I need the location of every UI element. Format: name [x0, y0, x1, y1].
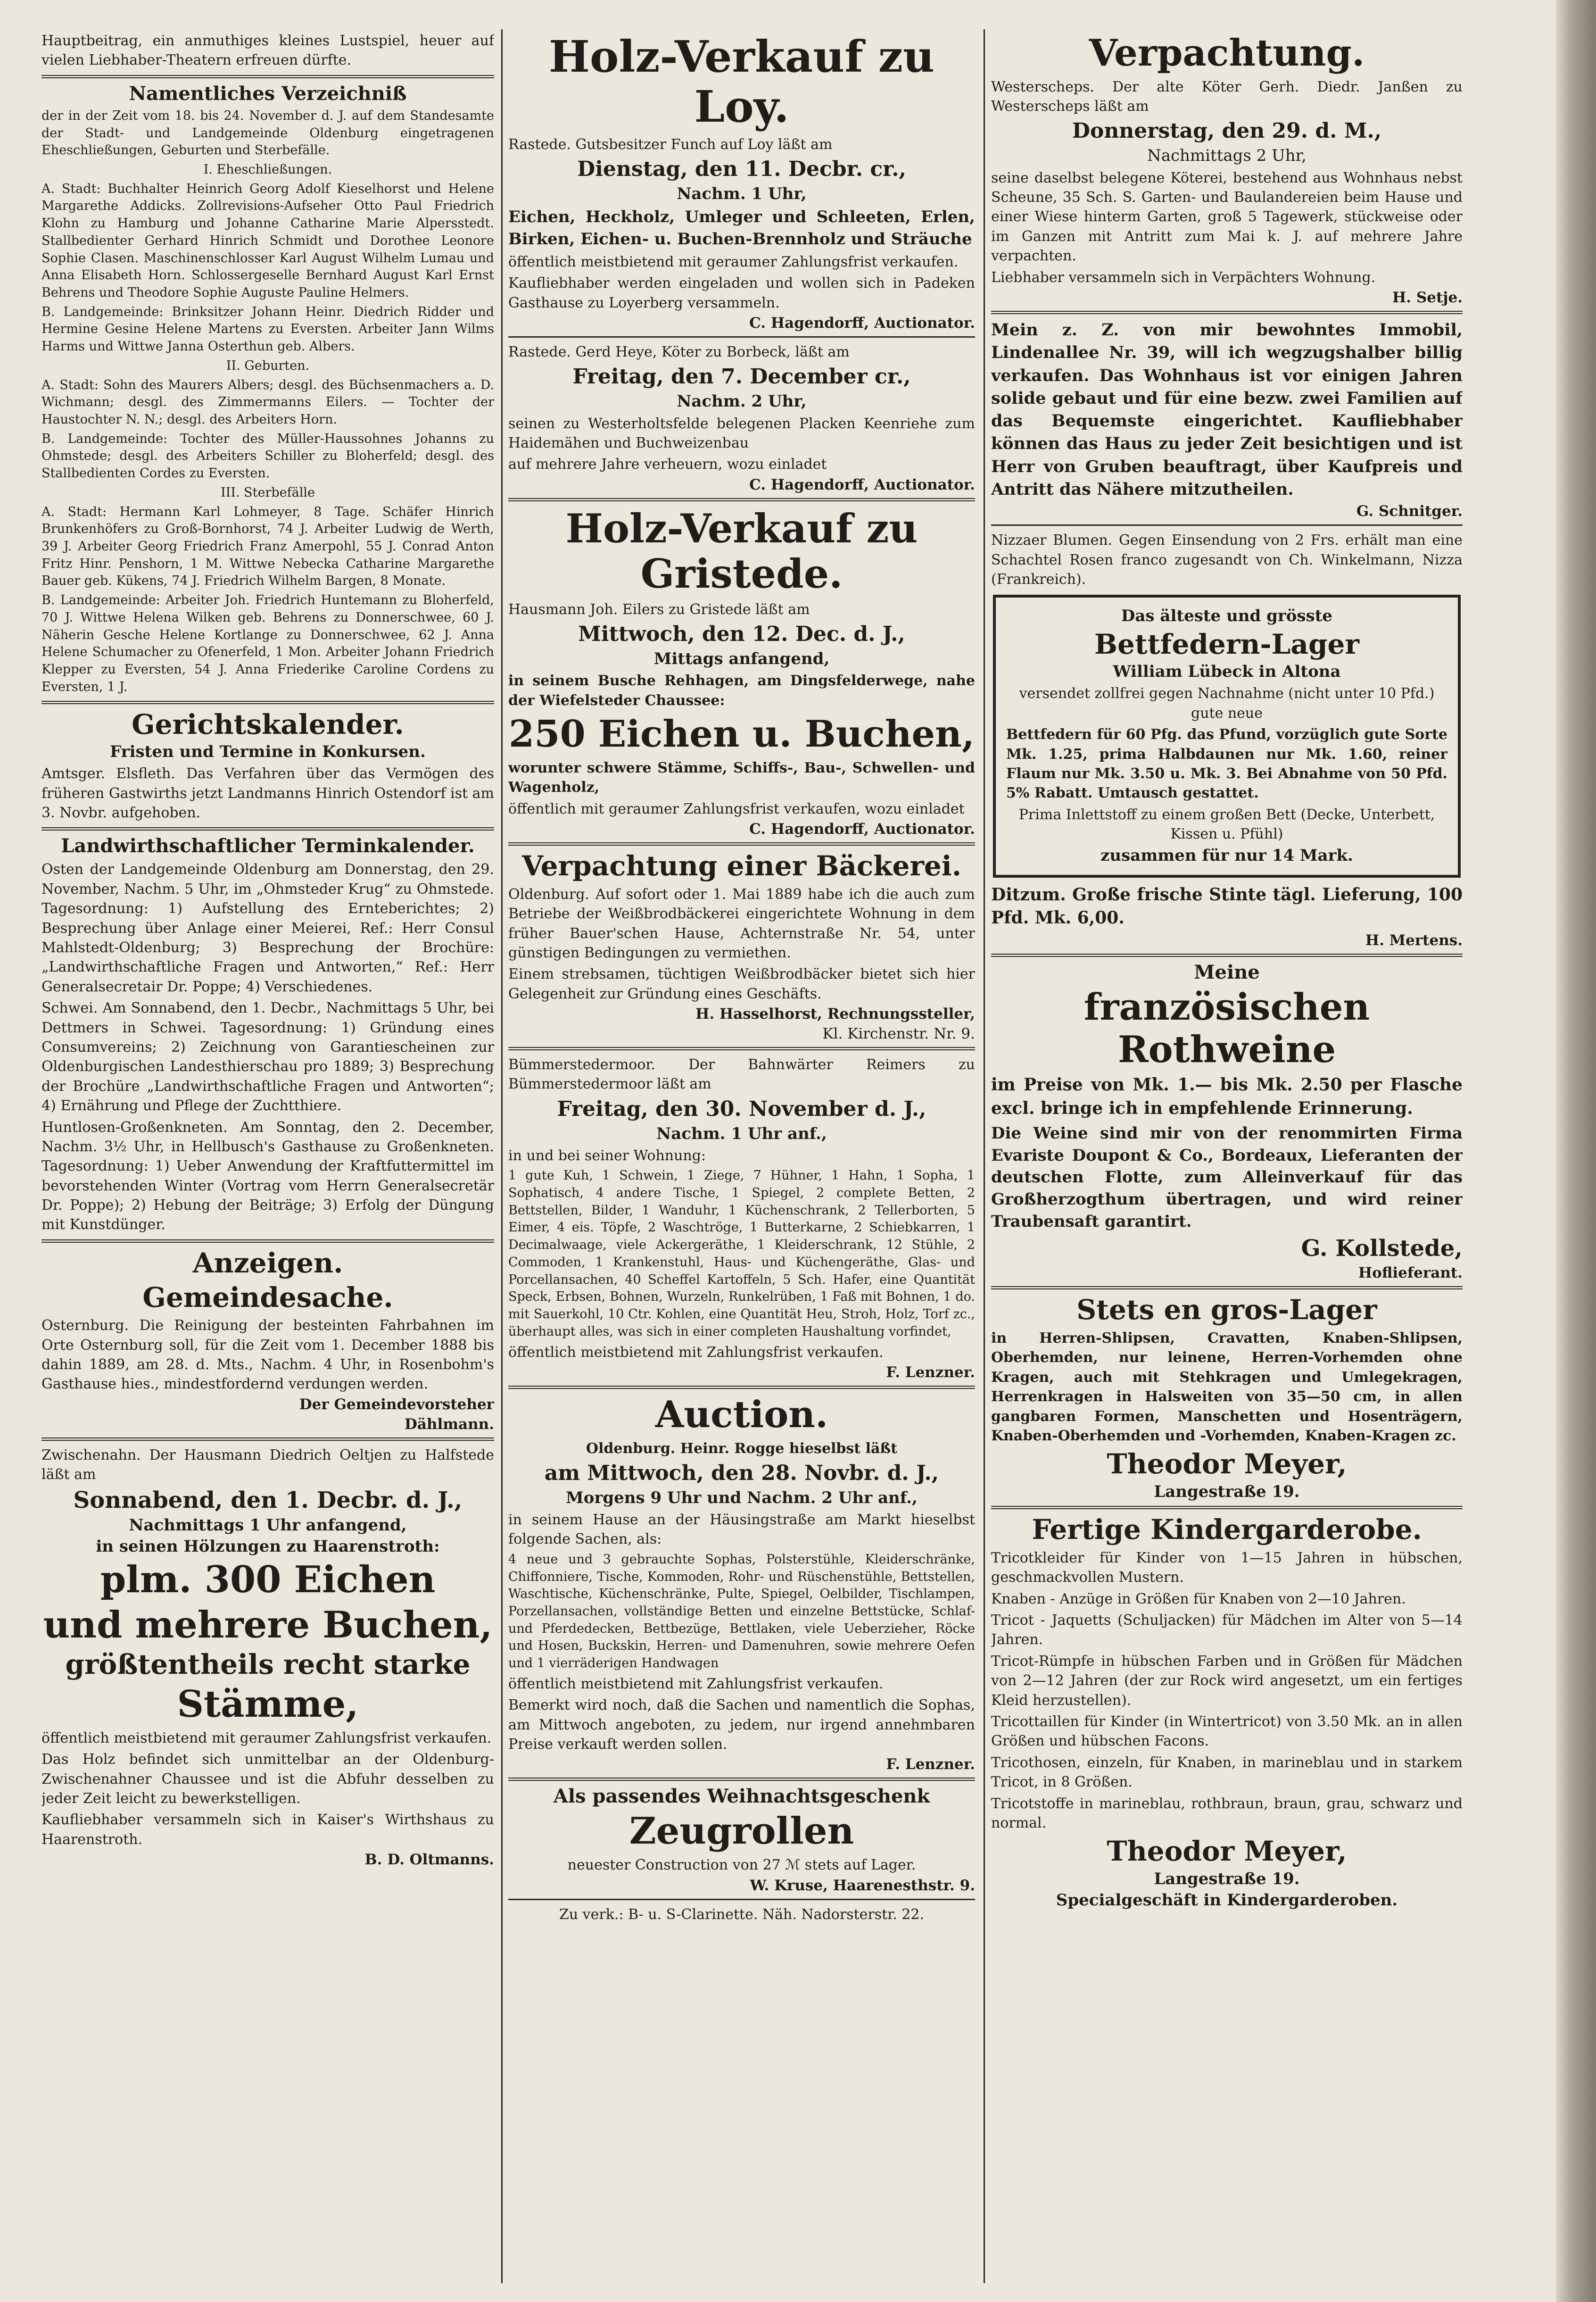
bummerstede-intro: Bümmerstedermoor. Der Bahnwärter Reimers zu Bümmerstedermoor läßt am [508, 1056, 975, 1093]
feather-prices: Bettfedern für 60 Pfg. das Pfund, vorzüglich gute Sorte Mk. 1.25, prima Halbdaunen nur Mk. 1.60, reiner Flaum nur Mk. 3.50 u. Mk. 3. Bei Abnahme von 50 Pfd. 5% Rabatt. Umtausch gestattet. [1006, 726, 1447, 802]
register-intro: der in der Zeit vom 18. bis 24. November d. J. auf dem Standesamte der Stadt- und Landgemeinde Oldenburg eingetragenen Eheschließungen, Geburten und Sterbefälle. [41, 108, 494, 158]
bakery-address: Kl. Kirchenstr. Nr. 9. [822, 1025, 975, 1043]
feather-company: William Lübeck in Altona [1113, 662, 1341, 681]
divider [508, 498, 975, 501]
community-text: Osternburg. Die Reinigung der besteinten Fahrbahnen im Orte Osternburg soll, für die Zeit vom 1. December 1888 bis dahin 1889, am 28. d. Mts., Nachm. 4 Uhr, in Rosenbohm's Gasthause hies., mindestfordernd verdungen werden. [41, 1317, 494, 1393]
gristede-time: Mittags anfangend, [653, 649, 830, 669]
feather-title: Bettfedern-Lager [1094, 628, 1359, 660]
bakery-signature: H. Hasselhorst, Rechnungssteller, [695, 1006, 975, 1023]
feather-ad-box [993, 595, 1461, 877]
property-text: Mein z. Z. von mir bewohntes Immobil, Lindenallee Nr. 39, will ich wegzugshalber billig verkaufen. Das Wohnhaus ist vor einigen Jahren solide gebaut und für eine bezw. zwei Familien auf das Bequemste eingerichtet. Kaufliebhaber können das Haus zu jeder Zeit besichtigen und ist Herr von Gruben beauftragt, über Kaufpreis und Antritt das Nähere mitzutheilen. [991, 320, 1463, 499]
auction-intro: Oldenburg. Heinr. Rogge hieselbst läßt [586, 1440, 898, 1457]
agri-calendar-huntlosen: Huntlosen-Großenkneten. Am Sonntag, den 2. December, Nachm. 3½ Uhr, in Hellbusch's Gasthause zu Großenkneten. Tagesordnung: 1) Ueber Anwendung der Kraftfuttermittel im bevorstehenden Winter (Vortrag vom Herrn Generalsecretär Dr. Poppe); 2) Hebung der Beiträge; 3) Erfolg der Düngung mit Kunstdünger. [41, 1119, 494, 1233]
lease-signature: H. Setje. [1392, 289, 1463, 306]
feather-ticking: Prima Inlettstoff zu einem großen Bett (Decke, Unterbett, Kissen u. Pfühl) [1018, 806, 1435, 843]
loy-time: Nachm. 1 Uhr, [677, 184, 807, 203]
property-signature: G. Schnitger. [1356, 503, 1463, 520]
zeugrollen-title: Zeugrollen [629, 1810, 854, 1853]
gristede-signature: C. Hagendorff, Auctionator. [749, 821, 975, 838]
childrens-item-3: Tricot - Jaquetts (Schuljacken) für Mädchen im Alter von 5—14 Jahren. [991, 1612, 1463, 1648]
zwischenahn-place: in seinen Hölzungen zu Haarenstroth: [96, 1537, 440, 1556]
loy-title: Holz-Verkauf zu Loy. [549, 31, 934, 132]
register-births-country: B. Landgemeinde: Tochter des Müller-Haussohnes Johanns zu Ohmstede; desgl. des Arbeiters Schiller zu Bloherfeld; desgl. des Stallbedienten Cordes zu Eversten. [41, 431, 494, 481]
auction-signature: F. Lenzner. [886, 1756, 975, 1773]
auction-date: am Mittwoch, den 28. Novbr. d. J., [544, 1461, 939, 1485]
gristede-wood: worunter schwere Stämme, Schiffs-, Bau-, Schwellen- und Wagenholz, [508, 759, 975, 796]
childrens-signature: Theodor Meyer, [1107, 1835, 1347, 1868]
heye-text: seinen zu Westerholtsfelde belegenen Placken Keenriehe zum Haidemähen und Buchweizenbau [508, 415, 975, 451]
gristede-sale: öffentlich mit geraumer Zahlungsfrist verkaufen, wozu einladet [508, 800, 965, 817]
register-births-city: A. Stadt: Sohn des Maurers Albers; desgl. des Büchsenmachers a. D. Wichmann; desgl. des Zimmermanns Eilers. — Tochter der Haustochter N. N.; desgl. des Arbeiters Horn. [41, 377, 494, 427]
ads-title: Anzeigen. [192, 1247, 343, 1279]
zwischenahn-headline-3: größtentheils recht starke [65, 1648, 471, 1681]
divider [991, 524, 1463, 526]
wholesale-address: Langestraße 19. [1154, 1482, 1300, 1502]
divider [508, 1778, 975, 1781]
agri-calendar-osten: Osten der Landgemeinde Oldenburg am Donnerstag, den 29. November, Nachm. 5 Uhr, im „Ohmsteder Krug“ zu Ohmstede. Tagesordnung: 1) Aufstellung des Ernteberichtes; 2) Besprechung über Anlage einer Meierei, Ref.: Herr Consul Mahlstedt-Oldenburg; 3) Besprechung der Brochüre: „Landwirthschaftliche Fragen und Antworten,“ Ref.: Herr Generalsecretair Dr. Poppe; 4) Verschiedenes. [41, 861, 494, 995]
top-paragraph: Hauptbeitrag, ein anmuthiges kleines Lustspiel, heuer auf vielen Liebhaber-Theatern erfreuen dürfte. [41, 33, 494, 69]
wine-signature: G. Kollstede, [1301, 1235, 1463, 1262]
zeugrollen-text: neuester Construction von 27 ℳ stets auf Lager. [567, 1857, 916, 1874]
bakery-title: Verpachtung einer Bäckerei. [521, 850, 962, 882]
community-title: Gemeindesache. [142, 1281, 393, 1313]
loy-date: Dienstag, den 11. Decbr. cr., [577, 157, 906, 181]
loy-signature: C. Hagendorff, Auctionator. [749, 315, 975, 332]
clarinet-notice: Zu verk.: B- u. S-Clarinette. Näh. Nadorsterstr. 22. [559, 1906, 925, 1923]
wholesale-list: in Herren-Shlipsen, Cravatten, Knaben-Shlipsen, Oberhemden, nur leinene, Herren-Vorhemden ohne Kragen, auch mit Stehkragen und Umlegekragen, Herrenkragen in Halsweiten von 35—50 cm, in allen gangbaren Formen, Manschetten und Hosenträgern, Knaben-Oberhemden und -Vorhemden, Knaben-Kragen zc. [991, 1330, 1463, 1444]
bummerstede-location: in und bei seiner Wohnung: [508, 1147, 706, 1164]
divider [991, 1286, 1463, 1289]
auction-list: 4 neue und 3 gebrauchte Sophas, Polsterstühle, Kleiderschränke, Chiffonniere, Tische, Kommoden, Rohr- und Rüschenstühle, Bettstellen, Waschtische, Küchenschränke, Pulte, Spiegel, Oelbilder, Tischlampen, Porzellansachen, vollständige Betten und einzelne Bettstücke, Schlaf- und Pferdedecken, Bettbezüge, Bettlaken, viele Ueberzieher, Röcke und Hosen, Buckskin, Herren- und Damenuhren, sowie mehrere Oefen und 1 vierräderigen Handwagen [508, 1552, 975, 1671]
divider [41, 701, 494, 704]
loy-intro: Rastede. Gutsbesitzer Funch auf Loy läßt am [508, 136, 833, 153]
feather-intro: Das älteste und grösste [1121, 607, 1333, 626]
court-calendar-title: Gerichtskalender. [132, 708, 404, 740]
column-3 [991, 29, 1463, 2283]
bummerstede-date: Freitag, den 30. November d. J., [557, 1097, 926, 1121]
wine-title: französischen Rothweine [1083, 985, 1370, 1071]
wine-price: im Preise von Mk. 1.— bis Mk. 2.50 per Flasche excl. bringe ich in empfehlende Erinnerung. [991, 1075, 1463, 1118]
heye-signature: C. Hagendorff, Auctionator. [749, 476, 975, 493]
bakery-opportunity: Einem strebsamen, tüchtigen Weißbrodbäcker bietet sich hier Gelegenheit zur Gründung eines Geschäfts. [508, 966, 975, 1002]
loy-items: Eichen, Heckholz, Umleger und Schleeten, Erlen, Birken, Eichen- u. Buchen-Brennholz und Sträuche [508, 208, 975, 249]
court-calendar-subtitle: Fristen und Termine in Konkursen. [110, 742, 426, 762]
divider [991, 954, 1463, 957]
childrens-item-1: Tricotkleider für Kinder von 1—15 Jahren in hübschen, geschmackvollen Mustern. [991, 1549, 1463, 1586]
zwischenahn-headline-2: und mehrere Buchen, [43, 1603, 493, 1646]
register-title: Namentliches Verzeichniß [129, 82, 407, 105]
heye-date: Freitag, den 7. December cr., [572, 365, 911, 389]
community-signature-role: Der Gemeindevorsteher [299, 1396, 494, 1413]
childrens-item-4: Tricot-Rümpfe in hübschen Farben und in Größen für Mädchen von 2—12 Jahren (der zur Rock wird angesetzt, um ein fertiges Kleid herzustellen). [991, 1653, 1463, 1709]
column-rule-2 [984, 29, 985, 2283]
register-marriages-city: A. Stadt: Buchhalter Heinrich Georg Adolf Kieselhorst und Helene Margarethe Addicks. Zollrevisions-Aufseher Otto Paul Friedrich Klohn zu Hamburg und Johanne Catharine Marie Alpersstedt. Stallbedienter Gerhard Hinrich Schmidt und Dorothee Leonore Sophie Clasen. Maschinenschlosser Karl August Wilhelm Lumau und Anna Elisabeth Horn. Schlossergeselle Bernhard August Karl Ernst Behrens und Theodore Sophie Auguste Pauline Helmers. [41, 181, 494, 300]
childrens-item-2: Knaben - Anzüge in Größen für Knaben von 2—10 Jahren. [991, 1590, 1406, 1607]
register-section-deaths: III. Sterbefälle [221, 485, 315, 500]
zeugrollen-intro: Als passendes Weihnachtsgeschenk [553, 1785, 930, 1808]
bummerstede-time: Nachm. 1 Uhr anf., [656, 1124, 827, 1143]
bummerstede-signature: F. Lenzner. [886, 1363, 975, 1381]
divider [508, 336, 975, 338]
auction-note: Bemerkt wird noch, daß die Sachen und namentlich die Sophas, am Mittwoch angeboten, zu jedem, nur irgend annehmbaren Preise verkauft werden sollen. [508, 1697, 975, 1753]
gristede-title: Holz-Verkauf zu Gristede. [565, 505, 918, 598]
childrens-title: Fertige Kindergarderobe. [1032, 1513, 1422, 1546]
zeugrollen-signature: W. Kruse, Haarenesthstr. 9. [750, 1877, 975, 1894]
zwischenahn-intro: Zwischenahn. Der Hausmann Diedrich Oeltjen zu Halfstede läßt am [41, 1446, 494, 1483]
zwischenahn-meeting: Kaufliebhaber versammeln sich in Kaiser's Wirthshaus zu Haarenstroth. [41, 1812, 494, 1848]
divider [508, 1899, 975, 1900]
childrens-specialty: Specialgeschäft in Kindergarderoben. [1056, 1891, 1398, 1910]
nice-flowers-text: Nizzaer Blumen. Gegen Einsendung von 2 Frs. erhält man eine Schachtel Rosen franco zugesandt von Ch. Winkelmann, Nizza (Frankreich). [991, 532, 1463, 588]
agri-calendar-title: Landwirthschaftlicher Terminkalender. [61, 835, 475, 857]
childrens-item-7: Tricotstoffe in marineblau, rothbraun, braun, grau, schwarz und normal. [991, 1795, 1463, 1831]
zwischenahn-location: Das Holz befindet sich unmittelbar an der Oldenburg-Zwischenahner Chaussee und ist die Abfuhr desselben zu jeder Zeit leicht zu bewerkstelligen. [41, 1751, 494, 1807]
auction-title: Auction. [655, 1393, 828, 1436]
divider [41, 1438, 494, 1441]
register-deaths-country: B. Landgemeinde: Arbeiter Joh. Friedrich Huntemann zu Bloherfeld, 70 J. Wittwe Helena Wilken geb. Behrens zu Donnerschwee, 60 J. Näherin Gesche Helene Kortlange zu Donnerschwee, 62 J. Anna Helene Schumacher zu Ofenerfeld, 1 Mon. Arbeiter Johann Friedrich Klepper zu Eversten, 54 J. Anna Friederike Caroline Cordens zu Eversten, 1 J. [41, 593, 494, 694]
divider [991, 1506, 1463, 1509]
wine-text: Die Weine sind mir von der renommirten Firma Evariste Doupont & Co., Bordeaux, Lieferanten der deutschen Flotte, zum Alleinverkauf für das Großherzogthum übertragen, und wird reiner Traubensaft garantirt. [991, 1123, 1463, 1231]
divider [991, 311, 1463, 314]
lease-intro: Westerscheps. Der alte Köter Gerh. Diedr. Janßen zu Westerscheps läßt am [991, 78, 1463, 115]
ditzum-signature: H. Mertens. [1365, 931, 1463, 949]
zwischenahn-headline-1: plm. 300 Eichen [100, 1558, 436, 1601]
loy-meeting: Kaufliebhaber werden eingeladen und wollen sich in Padeken Gasthause zu Loyerberg versammeln. [508, 275, 975, 311]
childrens-address: Langestraße 19. [1154, 1869, 1300, 1888]
zwischenahn-sale: öffentlich meistbietend mit geraumer Zahlungsfrist verkaufen. [41, 1729, 492, 1746]
heye-lease: auf mehrere Jahre verheuern, wozu einladet [508, 456, 827, 473]
lease-title: Verpachtung. [1089, 32, 1365, 75]
lease-date: Donnerstag, den 29. d. M., [1072, 119, 1382, 143]
feather-total: zusammen für nur 14 Mark. [1100, 846, 1353, 865]
bakery-text: Oldenburg. Auf sofort oder 1. Mai 1889 habe ich die auch zum Betriebe der Weißbrodbäckerei eingerichtete Wohnung in dem früher Bauer'schen Hause, Achternstraße Nr. 54, unter günstigen Bedingungen zu vermiethen. [508, 886, 975, 961]
zwischenahn-date: Sonnabend, den 1. Decbr. d. J., [73, 1487, 463, 1513]
register-section-marriages: I. Eheschließungen. [203, 162, 332, 177]
community-signature-name: Dählmann. [404, 1415, 494, 1433]
wholesale-title: Stets en gros-Lager [1076, 1294, 1377, 1326]
column-rule-1 [501, 29, 503, 2283]
column-1 [41, 29, 494, 2283]
court-calendar-text: Amtsger. Elsfleth. Das Verfahren über das Vermögen des früheren Gastwirths jetzt Landmanns Hinrich Ostendorf ist am 3. Novbr. aufgehoben. [41, 765, 494, 822]
bummerstede-list: 1 gute Kuh, 1 Schwein, 1 Ziege, 7 Hühner, 1 Hahn, 1 Sopha, 1 Sophatisch, 4 andere Tische, 1 Spiegel, 2 complete Betten, 2 Bettstellen, Bilder, 1 Wanduhr, 1 Küchenschrank, 2 Tellerborten, 5 Eimer, 4 eis. Töpfe, 2 Waschtröge, 1 Butterkarne, 2 Schiebkarren, 1 Decimalwaage, viele Ackergeräthe, 1 Kleiderschrank, 12 Stühle, 2 Commoden, 1 Krankenstuhl, Haus- und Küchengeräthe, Glas- und Porcellansachen, 40 Scheffel Kartoffeln, 5 Sch. Hafer, eine Quantität Speck, Erbsen, Bohnen, Wurzeln, Runkelrüben, 1 Faß mit Bohnen, 1 do. mit Sauerkohl, 10 Ctr. Kohlen, eine Quantität Heu, Stroh, Holz, Torf zc., überhaupt alles, was sich in einer completen Haushaltung vorfindet, [508, 1168, 975, 1339]
gristede-place: in seinem Busche Rehhagen, am Dingsfelderwege, nahe der Wiefelsteder Chaussee: [508, 673, 975, 709]
wine-signature-title: Hoflieferant. [1358, 1264, 1463, 1282]
register-section-births: II. Geburten. [226, 358, 310, 373]
divider [41, 75, 494, 78]
childrens-item-5: Tricottaillen für Kinder (in Wintertricot) von 3.50 Mk. an in allen Größen und hübschen Facons. [991, 1713, 1463, 1750]
heye-intro: Rastede. Gerd Heye, Köter zu Borbeck, läßt am [508, 344, 850, 361]
divider [41, 1239, 494, 1243]
agri-calendar-schwei: Schwei. Am Sonnabend, den 1. Decbr., Nachmittags 5 Uhr, bei Dettmers in Schwei. Tagesordnung: 1) Gründung eines Consumvereins; 2) Zeichnung von Garantiescheinen zur Oldenburgischen Landesthierschau pro 1889; 3) Besprechung der Brochüre „Landwirthschaftliche Fragen und Antworten“; 4) Ernährung und Pflege der Zuchtthiere. [41, 1000, 494, 1114]
lease-time: Nachmittags 2 Uhr, [1147, 146, 1307, 166]
divider [41, 827, 494, 831]
wine-intro: Meine [1194, 961, 1260, 983]
lease-text: seine daselbst belegene Köterei, bestehend aus Wohnhaus nebst Scheune, 35 Sch. S. Garten- und Baulandereien beim Hause und einer Wiese hinterm Garten, groß 5 Tagewerk, stückweise oder im Ganzen mit Antritt zum Mai k. J. auf mehrere Jahre verpachten. [991, 169, 1463, 265]
childrens-item-6: Tricothosen, einzeln, für Knaben, in marineblau und in starkem Tricot, in 8 Größen. [991, 1754, 1463, 1791]
zwischenahn-headline-4: Stämme, [177, 1683, 359, 1726]
wholesale-signature: Theodor Meyer, [1107, 1448, 1347, 1480]
book-binding-edge [1556, 0, 1596, 2302]
column-2 [508, 29, 975, 2283]
auction-location: in seinem Hause an der Häusingstraße am Markt hieselbst folgende Sachen, als: [508, 1512, 975, 1548]
loy-sale: öffentlich meistbietend mit geraumer Zahlungsfrist verkaufen. [508, 253, 959, 270]
zwischenahn-signature: B. D. Oltmanns. [364, 1851, 494, 1869]
register-marriages-country: B. Landgemeinde: Brinksitzer Johann Heinr. Diedrich Ridder und Hermine Gesine Helene Martens zu Eversten. Arbeiter Jann Wilms Harms und Wittwe Janna Osterthun geb. Albers. [41, 304, 494, 354]
zwischenahn-time: Nachmittags 1 Uhr anfangend, [129, 1515, 407, 1535]
lease-meeting: Liebhaber versammeln sich in Verpächters Wohnung. [991, 269, 1376, 286]
ditzum-text: Ditzum. Große frische Stinte tägl. Lieferung, 100 Pfd. Mk. 6,00. [991, 884, 1463, 928]
feather-shipping: versendet zollfrei gegen Nachnahme (nicht unter 10 Pfd.) gute neue [1019, 685, 1435, 722]
auction-time: Morgens 9 Uhr und Nachm. 2 Uhr anf., [566, 1488, 918, 1507]
divider [508, 842, 975, 846]
divider [508, 1047, 975, 1050]
register-deaths-city: A. Stadt: Hermann Karl Lohmeyer, 8 Tage. Schäfer Hinrich Brunkenhöfers zu Groß-Bornhorst, 74 J. Arbeiter Ludwig de Werth, 39 J. Arbeiter Georg Friedrich Franz Amerpohl, 55 J. Conrad Anton Fritz Hinr. Penshorn, 1 M. Wittwe Nebecka Catharine Margarethe Bauer geb. Kükens, 74 J. Friedrich Wilhelm Bargen, 8 Monate. [41, 504, 494, 589]
gristede-headline: 250 Eichen u. Buchen, [508, 713, 975, 756]
divider [508, 1386, 975, 1389]
gristede-intro: Hausmann Joh. Eilers zu Gristede läßt am [508, 601, 810, 618]
heye-time: Nachm. 2 Uhr, [677, 392, 807, 411]
auction-sale: öffentlich meistbietend mit Zahlungsfrist verkaufen. [508, 1675, 884, 1692]
bummerstede-sale: öffentlich meistbietend mit Zahlungsfrist verkaufen. [508, 1344, 884, 1361]
gristede-date: Mittwoch, den 12. Dec. d. J., [578, 622, 905, 647]
